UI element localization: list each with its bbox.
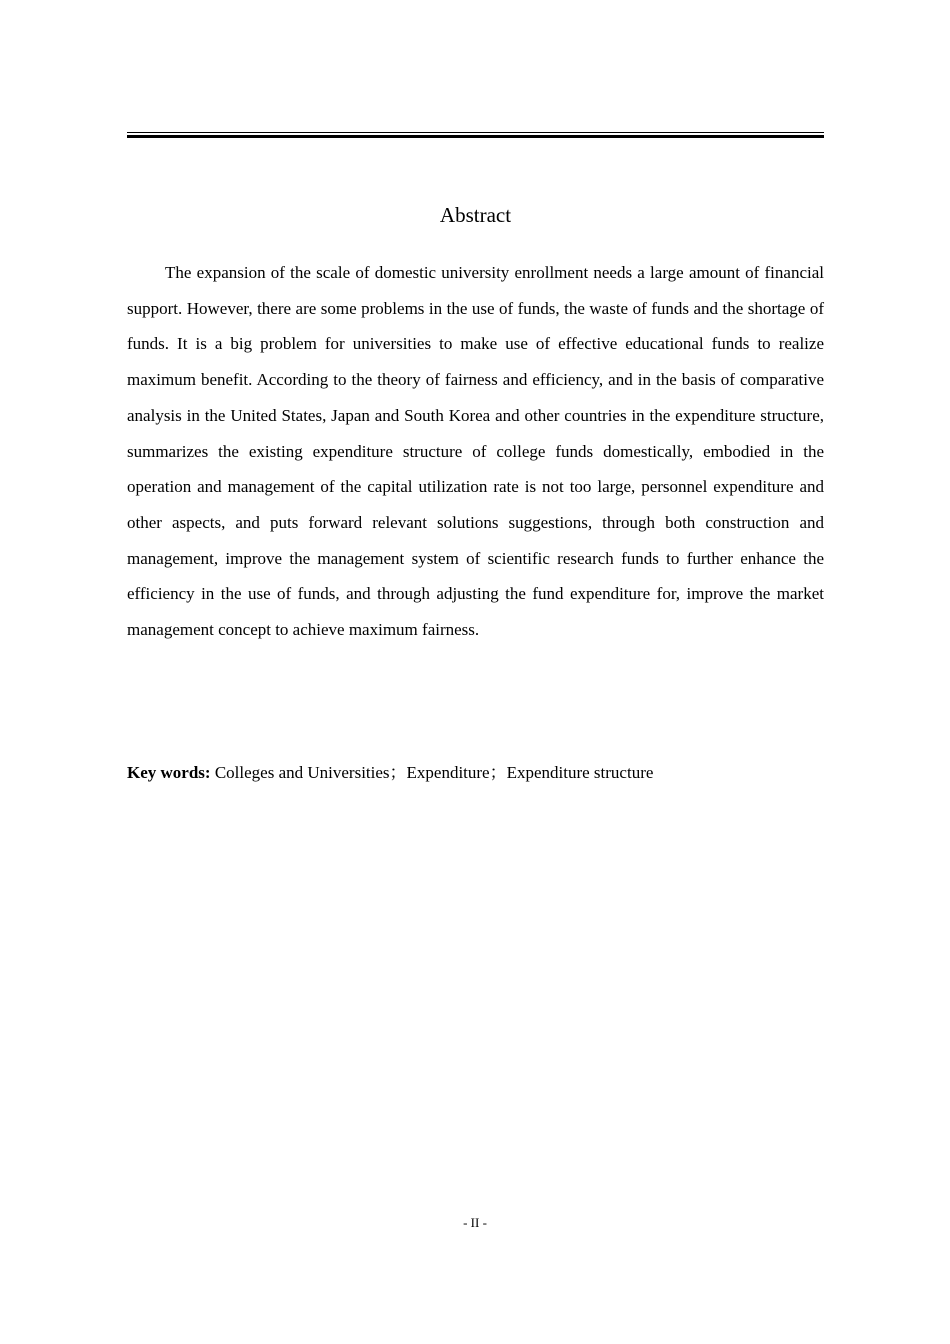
keywords-label: Key words: — [127, 763, 211, 782]
header-rule-thin-line — [127, 132, 824, 133]
page-number: - II - — [463, 1215, 487, 1230]
abstract-paragraph: The expansion of the scale of domestic university enrollment needs a large amount of financial support. However, there are some problems in the use of funds, the waste of funds and the shortage of funds. It is a big problem for universities to make use of effective educational funds to realize maximum benefit. According to the theory of fairness and efficiency, and in the basis of comparative analysis in the United States, Japan and South Korea and other countries in the expenditure structure, summarizes the existing expenditure structure of college funds domestically, embodied in the operation and management of the capital utilization rate is not too large, personnel expenditure and other aspects, and puts forward relevant solutions suggestions, through both construction and management, improve the management system of scientific research funds to further enhance the efficiency in the use of funds, and through adjusting the fund expenditure for, improve the market management concept to achieve maximum fairness. — [127, 263, 824, 640]
header-double-rule — [127, 132, 824, 138]
keywords-line — [127, 755, 824, 790]
abstract-title: Abstract — [439, 203, 512, 227]
header-rule-thick-line — [127, 135, 824, 138]
keywords-text: Colleges and Universities；Expenditure；Expenditure structure — [210, 763, 654, 782]
